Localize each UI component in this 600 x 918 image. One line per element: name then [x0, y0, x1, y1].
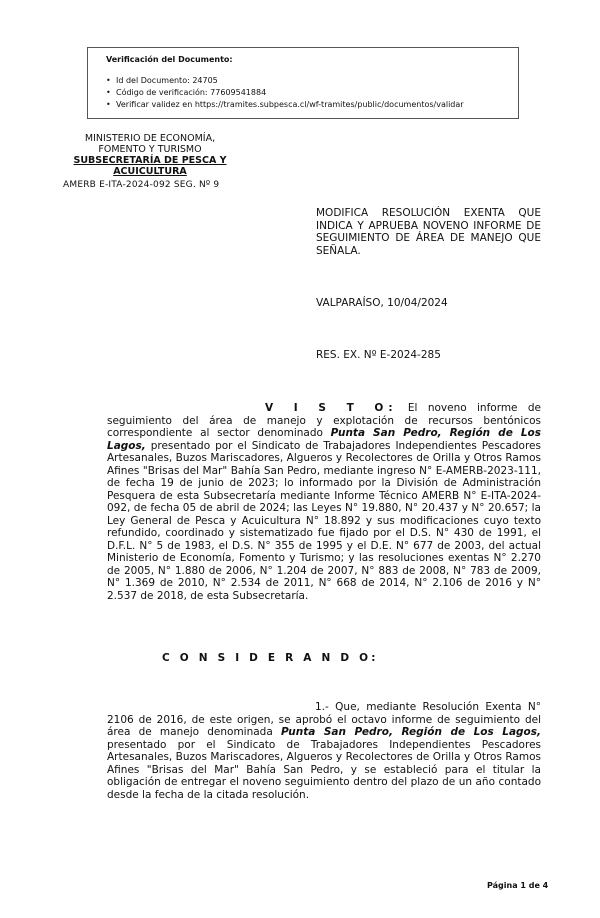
- ministry-line: MINISTERIO DE ECONOMÍA,: [84, 133, 216, 144]
- document-subject: MODIFICA RESOLUCIÓN EXENTA QUE INDICA Y APRUEBA NOVENO INFORME DE SEGUIMIENTO DE ÁREA DE MANEJO QUE SEÑALA.: [316, 207, 541, 257]
- paragraph-text: 1.- Que, mediante Resolución Exenta N° 2106 de 2016, de este origen, se aprobó el octavo informe de seguimiento del área de manejo denominada: [107, 701, 541, 738]
- bullet-icon: •: [106, 88, 111, 97]
- visto-section: [107, 402, 541, 602]
- area-name: Punta San Pedro, Región de Los Lagos,: [280, 726, 542, 738]
- place-date: VALPARAÍSO, 10/04/2024: [316, 297, 448, 309]
- bullet-icon: •: [106, 76, 111, 85]
- paragraph-text: presentado por el Sindicato de Trabajadores Independientes Pescadores Artesanales, Buzos Mariscadores, Algueros y Recolectores de Orilla y Otros Ramos Afines "Brisas del Mar" Bahía San Pedro, y se estableció para el titular la obligación de entregar el noveno seguimiento dentro del plazo de un año contado desde la fecha de la citada resolución.: [107, 738, 541, 801]
- verification-title: Verificación del Documento:: [106, 55, 233, 64]
- list-item: [106, 75, 464, 87]
- visto-heading: V I S T O:: [265, 402, 398, 414]
- area-name: Punta San Pedro, Región de Los Lagos,: [107, 427, 542, 452]
- list-item: [106, 87, 464, 99]
- subsecretaria-line: SUBSECRETARÍA DE PESCA Y: [73, 155, 227, 166]
- document-id: Id del Documento: 24705: [116, 76, 218, 85]
- page-number: Página 1 de 4: [487, 881, 549, 890]
- resolution-number: RES. EX. Nº E-2024-285: [316, 349, 441, 361]
- visto-text: El noveno informe de seguimiento del área de manejo y explotación de recursos bentónicos correspondiente al sector denominado: [107, 402, 541, 439]
- bullet-icon: •: [106, 100, 111, 109]
- subsecretaria-line: ACUICULTURA: [113, 166, 187, 177]
- considerando-heading: C O N S I D E R A N D O:: [162, 652, 379, 664]
- validation-link[interactable]: Verificar validez en https://tramites.subpesca.cl/wf-tramites/public/documentos/validar: [116, 100, 464, 109]
- ministry-header: [64, 133, 236, 177]
- visto-text: presentado por el Sindicato de Trabajadores Independientes Pescadores Artesanales, Buzos Mariscadores, Algueros y Recolectores de Orilla y Otros Ramos Afines "Brisas del Mar" Bahía San Pedro, mediante ingreso N° E-AMERB-2023-111, de fecha 19 de junio de 2023; lo informado por la División de Administración Pesquera de esta Subsecretaría mediante Informe Técnico AMERB N° E-ITA-2024-092, de fecha 05 de abril de 2024; las Leyes N° 19.880, N° 20.437 y N° 20.657; la Ley General de Pesca y Acuicultura N° 18.892 y sus modificaciones cuyo texto refundido, coordinado y sistematizado fue fijado por el D.S. N° 430 de 1991, el D.F.L. N° 5 de 1983, el D.S. N° 355 de 1995 y el D.E. N° 677 de 2003, del actual Ministerio de Economía, Fomento y Turismo; y las resoluciones exentas N° 2.270 de 2005, N° 1.880 de 2006, N° 1.204 de 2007, N° 883 de 2008, N° 783 de 2009, N° 1.369 de 2010, N° 2.534 de 2011, N° 668 de 2014, N° 2.106 de 2016 y N° 2.537 de 2018, de esta Subsecretaría.: [107, 439, 541, 602]
- verification-code: Código de verificación: 77609541884: [116, 88, 267, 97]
- list-item[interactable]: [106, 99, 464, 111]
- ministry-line: FOMENTO Y TURISMO: [98, 144, 202, 155]
- considerando-paragraph: [107, 701, 541, 801]
- document-reference: AMERB E-ITA-2024-092 SEG. Nº 9: [63, 180, 220, 190]
- verification-list: [106, 75, 464, 111]
